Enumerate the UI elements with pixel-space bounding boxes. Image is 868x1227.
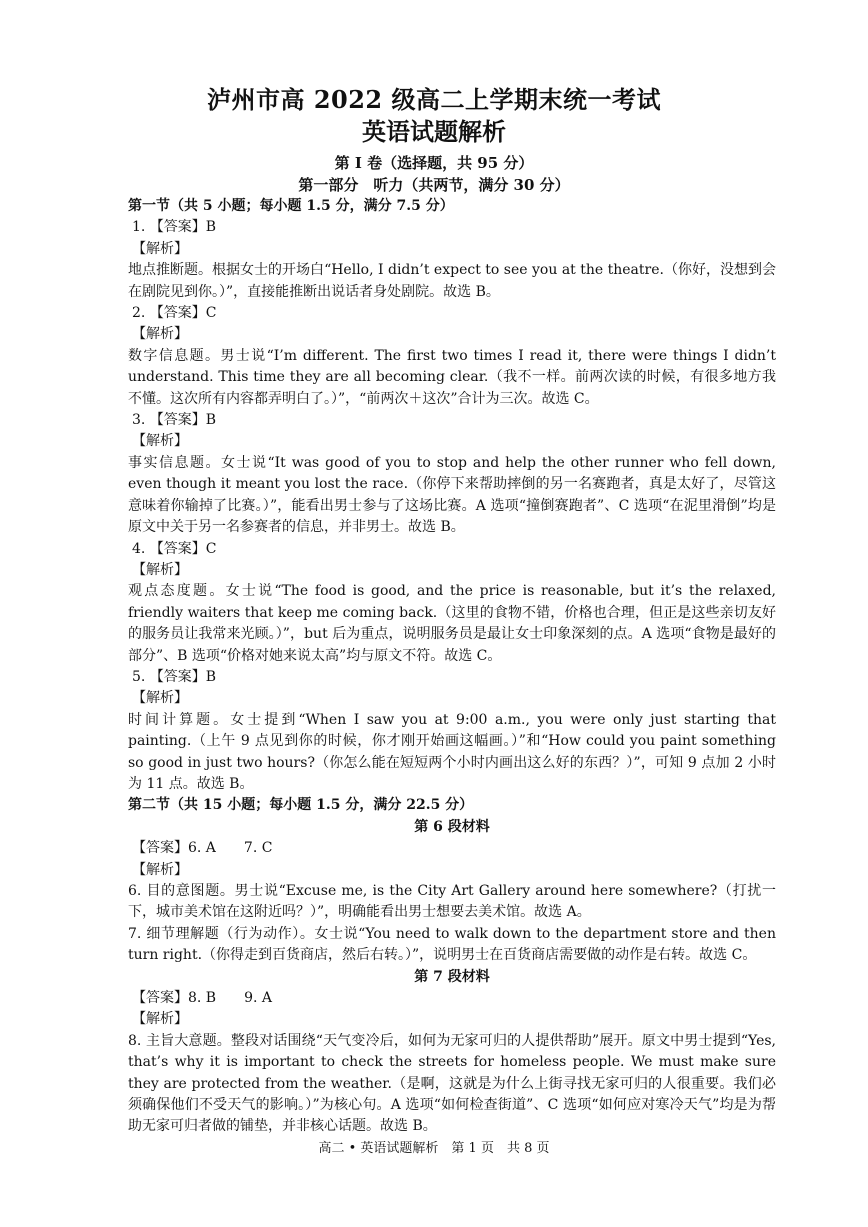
part-heading: 第一部分 听力（共两节，满分 30 分）: [298, 176, 570, 194]
paragraph: 【解析】: [132, 1011, 188, 1028]
paragraph: 2. 【答案】C: [132, 305, 217, 322]
paragraph: 7. 细节理解题（行为动作）。女士说“You need to walk down to the department store and then turn right.（你得走到百货商店，然后右转。）”，说明男士在百货商店需要做的动作是右转。故选 C。: [128, 925, 776, 964]
paragraph: 3. 【答案】B: [132, 412, 217, 429]
document-body: [128, 196, 776, 1138]
page-footer: 高二 • 英语试题解析 第 1 页 共 8 页: [318, 1141, 550, 1156]
paragraph: 【解析】: [132, 861, 188, 878]
paragraph: 5. 【答案】B: [132, 668, 217, 685]
paragraph: 时间计算题。女士提到“When I saw you at 9:00 a.m., you were only just starting that painting.（上午 9 点见到你的时候，你才刚开始画这幅画。）”和“How could you paint something so good in just two hours?（你怎么能在短短两个小时内画出这么好的东西？）”，可知 9 点加 2 小时为 11 点。故选 B。: [128, 711, 776, 792]
volume-heading: 第 I 卷（选择题，共 95 分）: [334, 154, 534, 172]
paragraph: 事实信息题。女士说“It was good of you to stop and help the other runner who fell down, even though it meant you lost the race.（你停下来帮助摔倒的另一名赛跑者，真是太好了，尽管这意味着你输掉了比赛。）”，能看出男士参与了这场比赛。A 选项“撞倒赛跑者”、C 选项“在泥里滑倒”均是原文中关于另一名参赛者的信息，并非男士。故选 B。: [128, 454, 776, 536]
paragraph: 【解析】: [132, 690, 188, 707]
material-heading: 第 7 段材料: [414, 968, 490, 985]
section-heading: 第二节（共 15 小题；每小题 1.5 分，满分 22.5 分）: [128, 797, 474, 814]
paragraph: 观点态度题。女士说“The food is good, and the price is reasonable, but it’s the relaxed, friendly waiters that keep me coming back.（这里的食物不错，价格也合理，但正是这些亲切友好的服务员让我常来光顾。）”，but 后为重点，说明服务员是最让女士印象深刻的点。A 选项“食物是最好的部分”、B 选项“价格对她来说太高”均与原文不符。故选 C。: [128, 583, 776, 664]
paragraph: 【解析】: [132, 326, 188, 343]
section-heading: 第一节（共 5 小题；每小题 1.5 分，满分 7.5 分）: [128, 198, 454, 214]
paragraph: 地点推断题。根据女士的开场白“Hello, I didn’t expect to see you at the theatre.（你好，没想到会在剧院见到你。）”，直接能推断出说话者身处剧院。故选 B。: [128, 262, 776, 300]
paragraph: 1. 【答案】B: [132, 219, 217, 236]
paragraph: 6. 目的意图题。男士说“Excuse me, is the City Art Gallery around here somewhere?（打扰一下，城市美术馆在这附近吗？）”，明确能看出男士想要去美术馆。故选 A。: [128, 883, 776, 921]
paragraph: 数字信息题。男士说“I’m different. The first two times I read it, there were things I didn’t understand. This time they are all becoming clear.（我不一样。前两次读的时候，有很多地方我不懂。这次所有内容都弄明白了。）”，“前两次＋这次”合计为三次。故选 C。: [128, 347, 776, 407]
paragraph: 【答案】6. A 7. C: [132, 840, 273, 857]
paragraph: 【解析】: [132, 561, 188, 578]
document-title: 泸州市高 2022 级高二上学期末统一考试: [206, 85, 661, 114]
document-subtitle: 英语试题解析: [362, 117, 506, 146]
paragraph: 【解析】: [132, 433, 188, 450]
material-heading: 第 6 段材料: [414, 818, 490, 835]
paragraph: 8. 主旨大意题。整段对话围绕“天气变冷后，如何为无家可归的人提供帮助”展开。原文中男士提到“Yes, that’s why it is important to check the streets for homeless people. We must make sure they are protected from the weather.（是啊，这就是为什么上街寻找无家可归的人很重要。我们必须确保他们不受天气的影响。）”为核心句。A 选项“如何检查街道”、C 选项“如何应对寒冷天气”均是为帮助无家可归者做的铺垫，并非核心话题。故选 B。: [128, 1032, 776, 1135]
paragraph: 【解析】: [132, 240, 188, 257]
paragraph: 【答案】8. B 9. A: [132, 990, 273, 1007]
paragraph: 4. 【答案】C: [132, 540, 217, 557]
